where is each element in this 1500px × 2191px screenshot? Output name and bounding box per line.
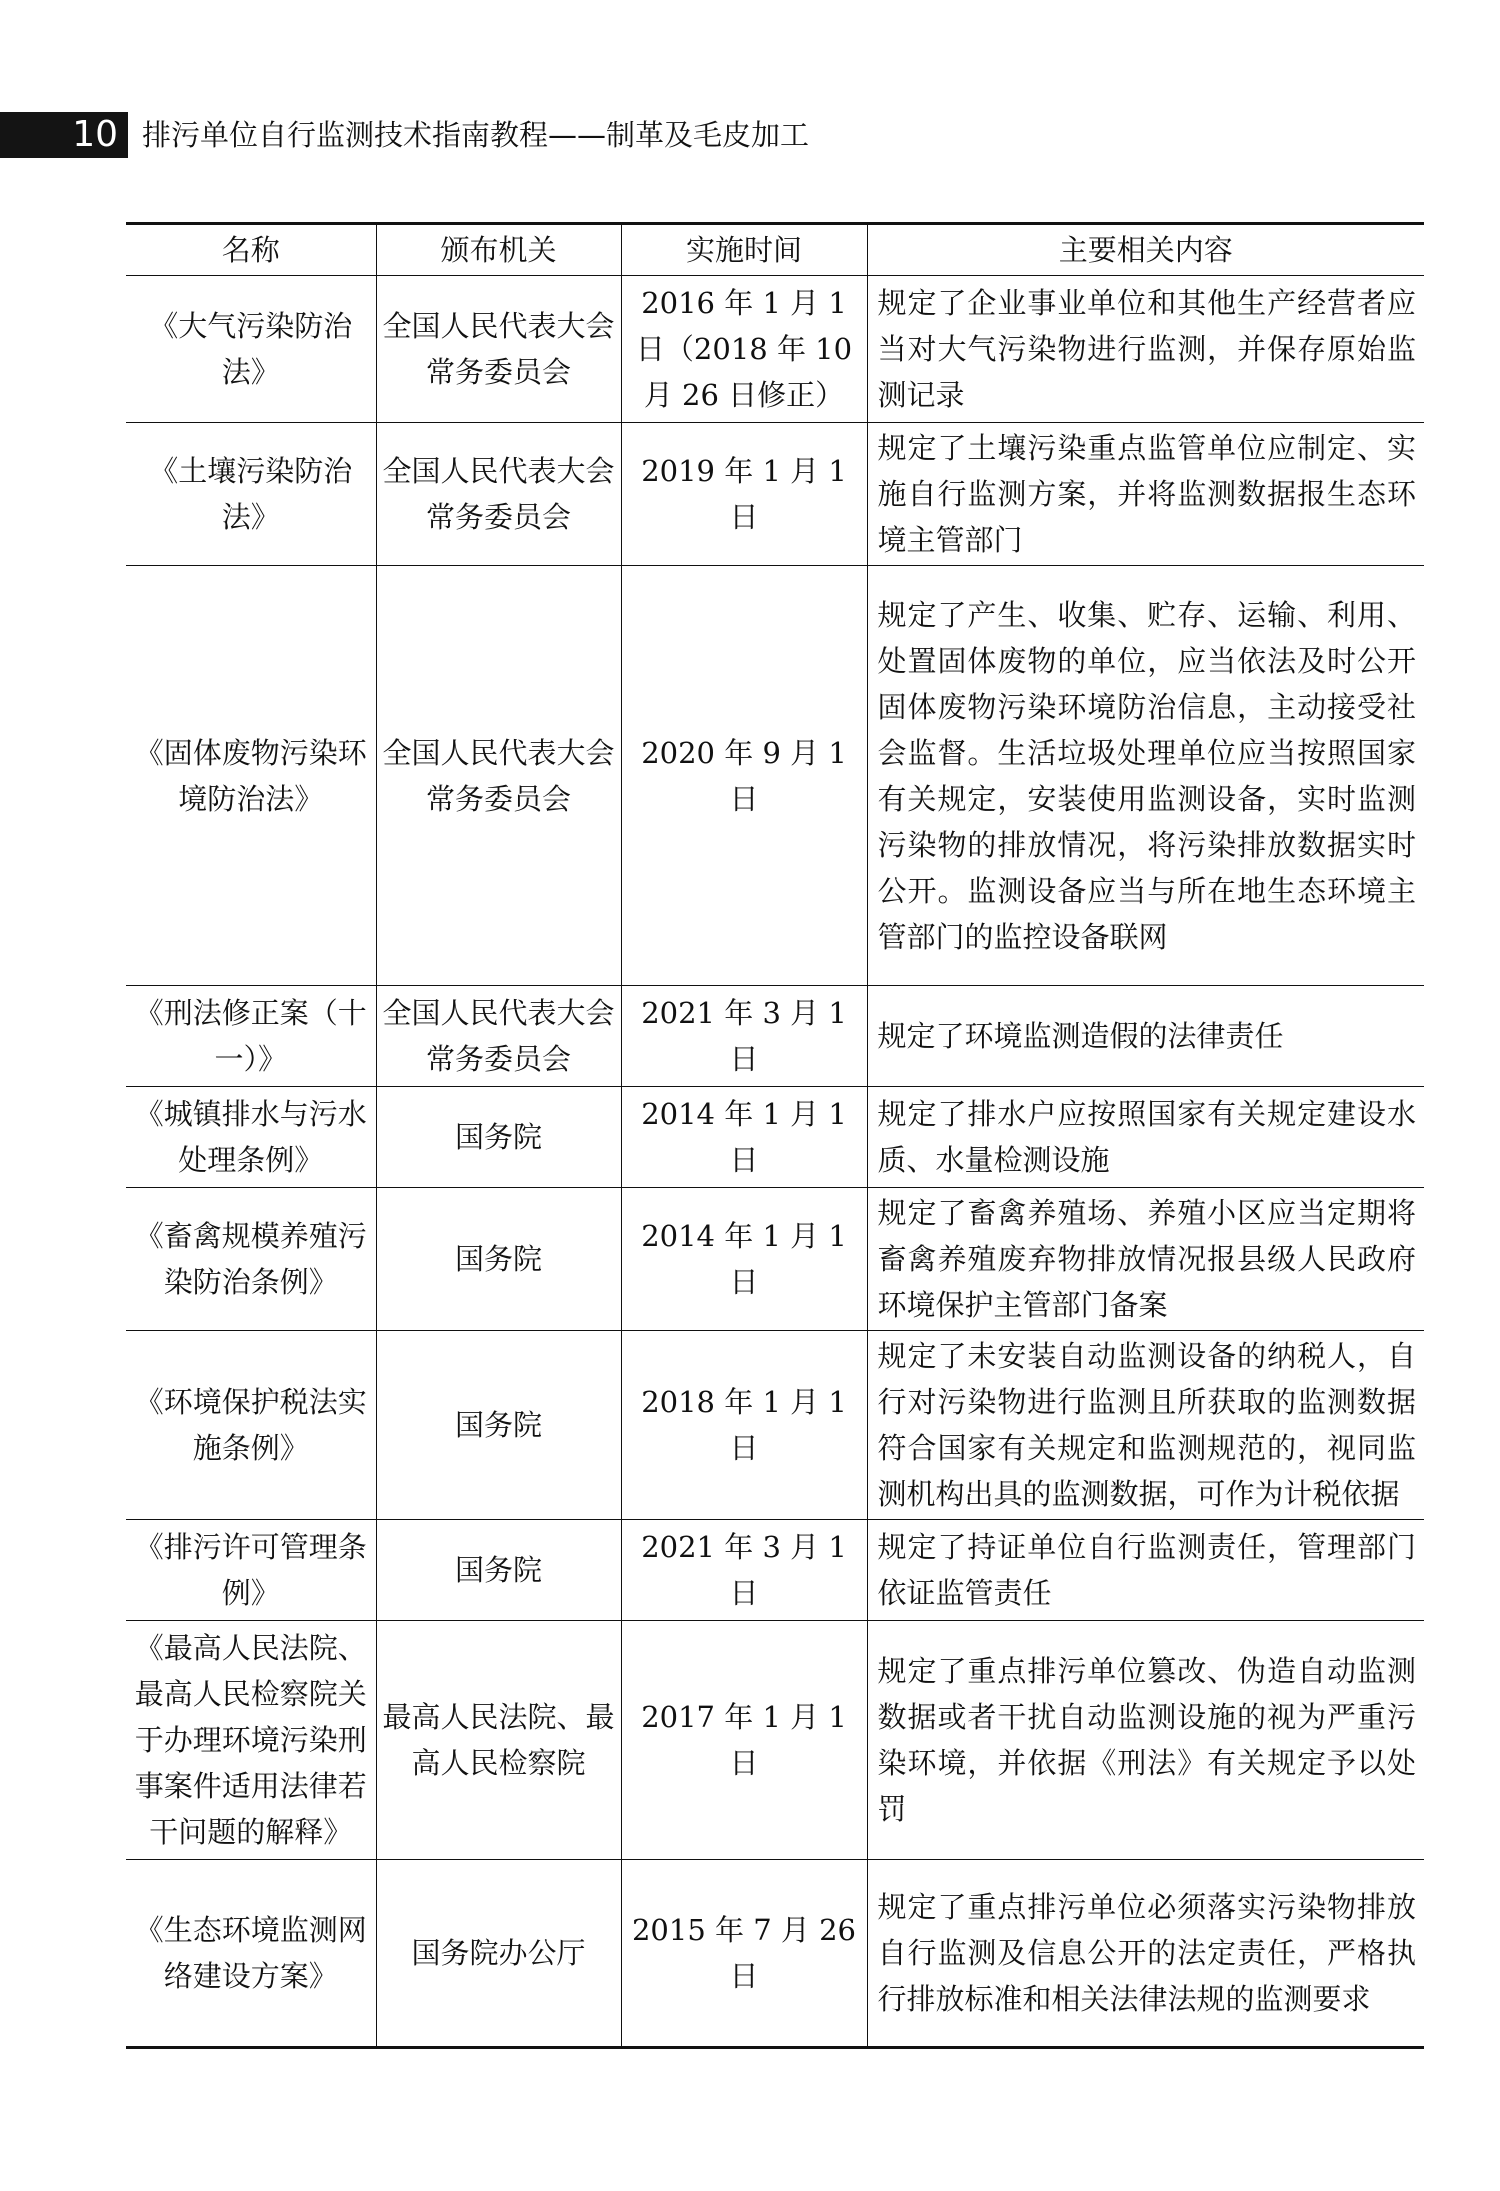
table-header-row — [126, 224, 1424, 276]
table-row — [126, 423, 1424, 566]
table-row — [126, 1188, 1424, 1331]
column-header-content: 主要相关内容 — [867, 224, 1424, 276]
cell-content: 规定了重点排污单位必须落实污染物排放自行监测及信息公开的法定责任，严格执行排放标准和相关法律法规的监测要求 — [867, 1860, 1424, 2048]
cell-name: 《土壤污染防治法》 — [126, 423, 376, 566]
table-row — [126, 276, 1424, 423]
cell-issuer: 国务院办公厅 — [376, 1860, 621, 2048]
cell-name: 《畜禽规模养殖污染防治条例》 — [126, 1188, 376, 1331]
cell-name: 《刑法修正案（十一）》 — [126, 986, 376, 1087]
cell-issuer: 全国人民代表大会常务委员会 — [376, 986, 621, 1087]
cell-date: 2016 年 1 月 1 日（2018 年 10 月 26 日修正） — [621, 276, 867, 423]
cell-issuer: 全国人民代表大会常务委员会 — [376, 276, 621, 423]
cell-date: 2014 年 1 月 1 日 — [621, 1087, 867, 1188]
cell-name: 《最高人民法院、最高人民检察院关于办理环境污染刑事案件适用法律若干问题的解释》 — [126, 1621, 376, 1860]
cell-date: 2015 年 7 月 26 日 — [621, 1860, 867, 2048]
column-header-name: 名称 — [126, 224, 376, 276]
table-row — [126, 566, 1424, 986]
cell-date: 2019 年 1 月 1 日 — [621, 423, 867, 566]
cell-issuer: 最高人民法院、最高人民检察院 — [376, 1621, 621, 1860]
regulations-table — [126, 222, 1424, 2049]
cell-content: 规定了重点排污单位篡改、伪造自动监测数据或者干扰自动监测设施的视为严重污染环境，并依据《刑法》有关规定予以处罚 — [867, 1621, 1424, 1860]
cell-issuer: 国务院 — [376, 1520, 621, 1621]
cell-content: 规定了产生、收集、贮存、运输、利用、处置固体废物的单位，应当依法及时公开固体废物污染环境防治信息，主动接受社会监督。生活垃圾处理单位应当按照国家有关规定，安装使用监测设备，实时监测污染物的排放情况，将污染排放数据实时公开。监测设备应当与所在地生态环境主管部门的监控设备联网 — [867, 566, 1424, 986]
cell-name: 《环境保护税法实施条例》 — [126, 1331, 376, 1520]
table-row — [126, 1520, 1424, 1621]
cell-date: 2018 年 1 月 1 日 — [621, 1331, 867, 1520]
column-header-issuer: 颁布机关 — [376, 224, 621, 276]
cell-name: 《生态环境监测网络建设方案》 — [126, 1860, 376, 2048]
cell-date: 2017 年 1 月 1 日 — [621, 1621, 867, 1860]
cell-content: 规定了畜禽养殖场、养殖小区应当定期将畜禽养殖废弃物排放情况报县级人民政府环境保护主管部门备案 — [867, 1188, 1424, 1331]
cell-date: 2020 年 9 月 1 日 — [621, 566, 867, 986]
page-header — [0, 112, 1500, 158]
cell-name: 《大气污染防治法》 — [126, 276, 376, 423]
cell-name: 《排污许可管理条例》 — [126, 1520, 376, 1621]
table-row — [126, 986, 1424, 1087]
cell-content: 规定了未安装自动监测设备的纳税人，自行对污染物进行监测且所获取的监测数据符合国家有关规定和监测规范的，视同监测机构出具的监测数据，可作为计税依据 — [867, 1331, 1424, 1520]
cell-date: 2021 年 3 月 1 日 — [621, 1520, 867, 1621]
cell-content: 规定了土壤污染重点监管单位应制定、实施自行监测方案，并将监测数据报生态环境主管部门 — [867, 423, 1424, 566]
table-row — [126, 1087, 1424, 1188]
table-row — [126, 1331, 1424, 1520]
table-row — [126, 1621, 1424, 1860]
cell-content: 规定了排水户应按照国家有关规定建设水质、水量检测设施 — [867, 1087, 1424, 1188]
cell-content: 规定了持证单位自行监测责任，管理部门依证监管责任 — [867, 1520, 1424, 1621]
cell-issuer: 国务院 — [376, 1087, 621, 1188]
cell-content: 规定了企业事业单位和其他生产经营者应当对大气污染物进行监测，并保存原始监测记录 — [867, 276, 1424, 423]
cell-date: 2021 年 3 月 1 日 — [621, 986, 867, 1087]
cell-issuer: 全国人民代表大会常务委员会 — [376, 423, 621, 566]
cell-issuer: 全国人民代表大会常务委员会 — [376, 566, 621, 986]
running-title: 排污单位自行监测技术指南教程——制革及毛皮加工 — [142, 118, 810, 152]
page-number: 10 — [0, 112, 128, 158]
column-header-date: 实施时间 — [621, 224, 867, 276]
cell-issuer: 国务院 — [376, 1331, 621, 1520]
table-row — [126, 1860, 1424, 2048]
cell-date: 2014 年 1 月 1 日 — [621, 1188, 867, 1331]
cell-content: 规定了环境监测造假的法律责任 — [867, 986, 1424, 1087]
cell-name: 《固体废物污染环境防治法》 — [126, 566, 376, 986]
cell-issuer: 国务院 — [376, 1188, 621, 1331]
cell-name: 《城镇排水与污水处理条例》 — [126, 1087, 376, 1188]
